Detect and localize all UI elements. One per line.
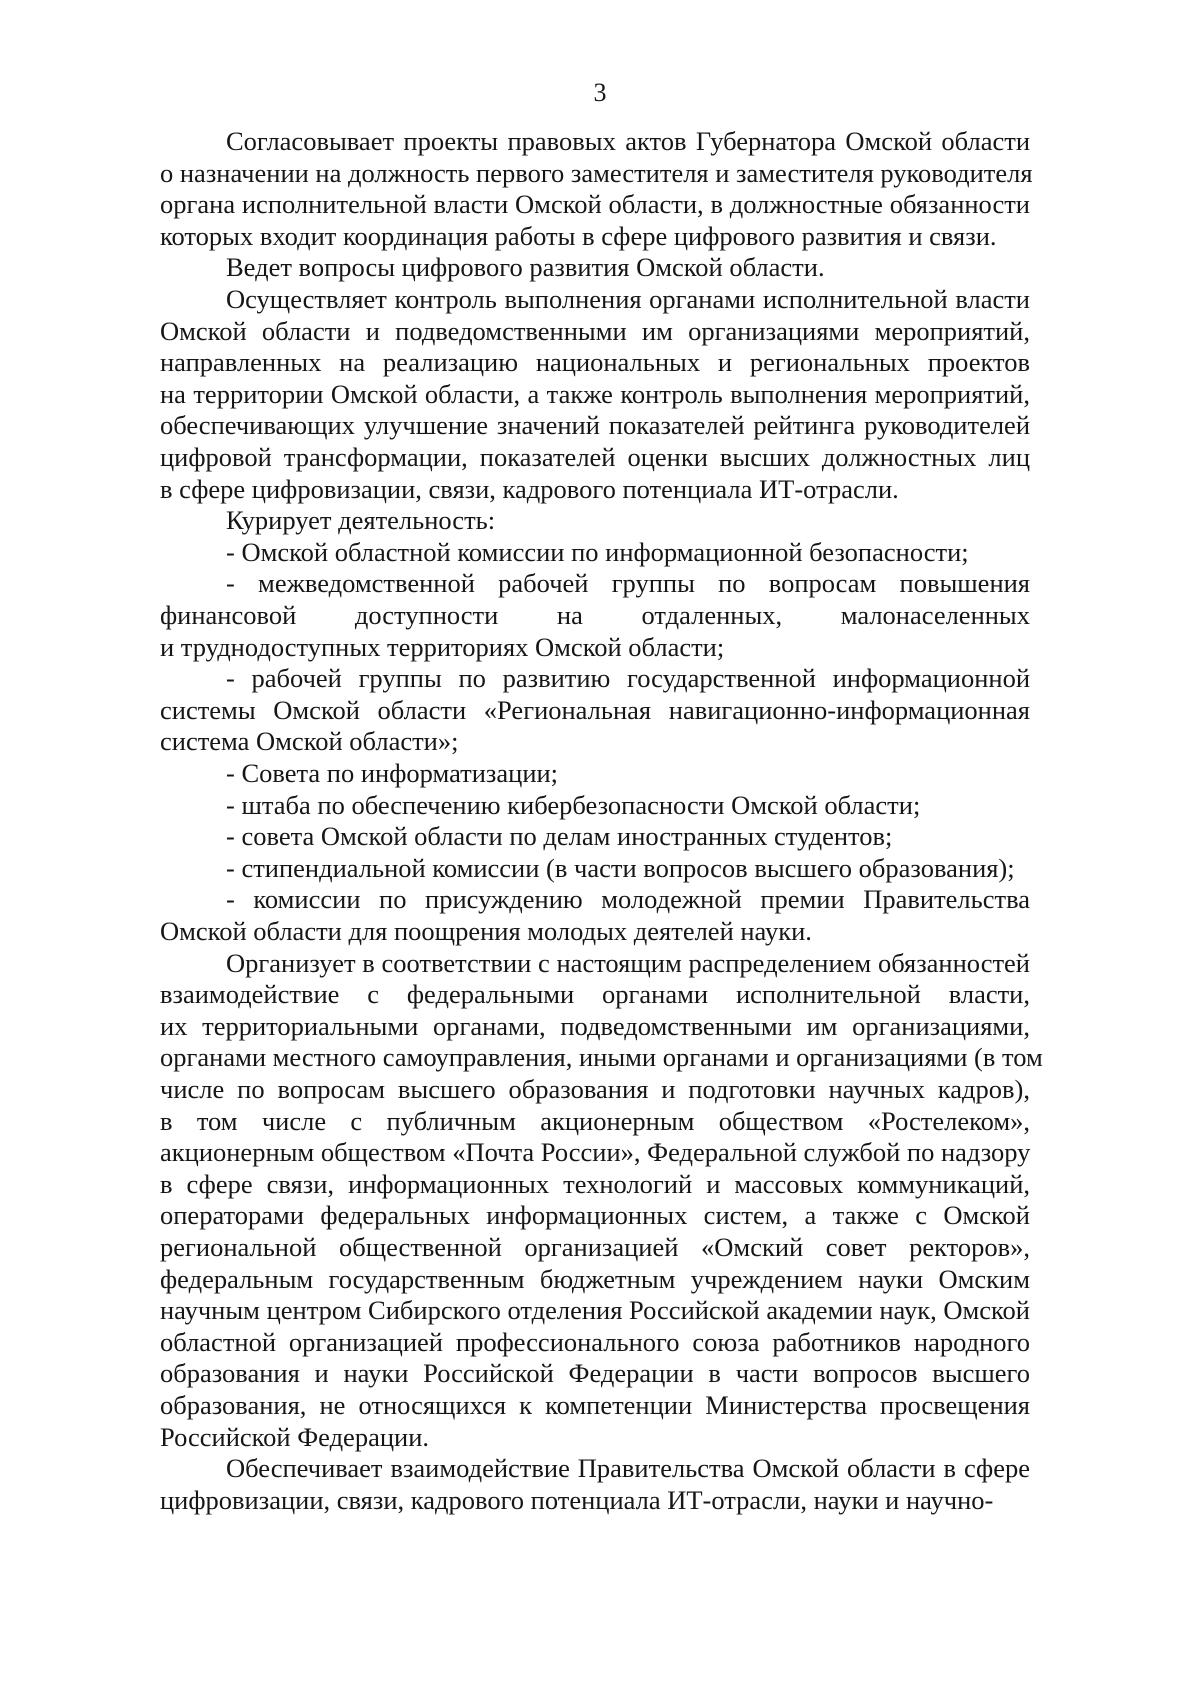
text-segment: общественной	[339, 1232, 502, 1262]
text-line	[0, 694, 1200, 727]
text-line	[0, 1231, 1200, 1264]
text-segment: - межведомственной рабочей группы по вопросам повышения	[226, 568, 1030, 599]
text-line	[0, 915, 1200, 948]
text-segment: Курирует деятельность:	[226, 505, 496, 536]
text-segment: на	[556, 600, 583, 630]
text-segment: органа исполнительной власти Омской области, в должностные обязанности	[160, 189, 1030, 220]
text-line	[0, 852, 1200, 885]
text-segment: числе по вопросам высшего образования и подготовки научных кадров),	[160, 1074, 1030, 1104]
text-line	[0, 1263, 1200, 1296]
text-line	[0, 1484, 1200, 1517]
text-segment: которых входит координация работы в сфере цифрового развития и связи.	[160, 220, 997, 251]
text-segment: числе	[261, 1105, 327, 1136]
text-segment: отдаленных,	[641, 600, 783, 630]
text-line	[0, 346, 1200, 379]
text-segment: Согласовывает проекты правовых актов Губернатора Омской области	[226, 126, 1030, 156]
text-segment: малонаселенных	[840, 600, 1030, 630]
text-line	[0, 725, 1200, 758]
text-line	[0, 315, 1200, 348]
text-segment: взаимодействие	[160, 979, 340, 1010]
text-segment: и труднодоступных территориях Омской области;	[160, 631, 725, 662]
text-segment: акционерным	[540, 1105, 695, 1136]
text-line	[0, 883, 1200, 916]
text-segment: о назначении на должность первого заместителя и заместителя руководителя	[160, 157, 1033, 188]
text-line	[0, 473, 1200, 506]
text-segment: Российской Федерации.	[160, 1421, 429, 1452]
text-segment: в сфере цифровизации, связи, кадрового потенциала ИТ-отрасли.	[160, 473, 899, 504]
text-segment: «Омский	[701, 1232, 804, 1262]
text-segment: обеспечивающих улучшение значений показателей рейтинга руководителей	[160, 410, 1030, 441]
text-line	[0, 409, 1200, 442]
text-segment: образования и науки Российской Федерации в части вопросов высшего	[160, 1358, 1030, 1389]
text-line	[0, 1105, 1200, 1138]
text-line	[0, 820, 1200, 853]
text-segment: органами	[602, 979, 709, 1010]
text-line	[0, 536, 1200, 569]
text-segment: образования, не относящихся к компетенции Министерства просвещения	[160, 1390, 1030, 1420]
text-line	[0, 1073, 1200, 1106]
text-line	[0, 978, 1200, 1011]
text-segment: направленных на реализацию национальных и региональных проектов	[160, 347, 1030, 378]
text-segment: ректоров»,	[909, 1232, 1030, 1262]
text-segment: цифровизации, связи, кадрового потенциала ИТ-отрасли, науки и научно-	[160, 1484, 994, 1515]
text-line	[0, 188, 1200, 221]
text-line	[0, 947, 1200, 980]
text-line	[0, 441, 1200, 474]
text-line	[0, 220, 1200, 253]
text-segment: система Омской области»;	[160, 726, 459, 757]
text-segment: операторами федеральных информационных систем, а также с Омской	[160, 1200, 1030, 1231]
text-segment: - совета Омской области по делам иностранных студентов;	[226, 821, 893, 852]
text-line	[0, 1199, 1200, 1232]
text-segment: - Совета по информатизации;	[226, 758, 559, 788]
text-segment: федеральными	[406, 979, 575, 1010]
text-segment: акционерным обществом «Почта России», Федеральной службой по надзору	[160, 1137, 1031, 1168]
text-segment: - Омской областной комиссии по информационной безопасности;	[226, 536, 969, 567]
text-segment: органами местного самоуправления, иными органами и организациями (в том	[160, 1042, 1043, 1073]
text-segment: их территориальными органами, подведомственными им организациями,	[160, 1010, 1030, 1041]
text-line	[0, 1010, 1200, 1043]
text-segment: Обеспечивает взаимодействие Правительства Омской области в сфере	[226, 1453, 1030, 1484]
text-line	[0, 1421, 1200, 1454]
text-line	[0, 1168, 1200, 1201]
text-line	[0, 125, 1200, 158]
text-segment: цифровой трансформации, показателей оценки высших должностных лиц	[160, 442, 1030, 472]
text-segment: - штаба по обеспечению кибербезопасности Омской области;	[226, 789, 921, 820]
text-line	[0, 378, 1200, 411]
text-line	[0, 757, 1200, 790]
text-segment: - комиссии по присуждению молодежной премии Правительства	[226, 884, 1030, 915]
text-line	[0, 789, 1200, 822]
text-segment: Осуществляет контроль выполнения органами исполнительной власти	[226, 284, 1030, 314]
text-line	[0, 1136, 1200, 1169]
text-line	[0, 283, 1200, 316]
text-segment: с	[350, 1105, 363, 1136]
text-segment: «Ростелеком»,	[867, 1105, 1030, 1136]
text-line	[0, 504, 1200, 537]
text-segment: в сфере связи, информационных технологий и массовых коммуникаций,	[160, 1168, 1030, 1199]
text-segment: - рабочей группы по развитию государственной информационной	[226, 663, 1030, 694]
text-segment: с	[367, 979, 380, 1010]
text-line	[0, 251, 1200, 284]
text-segment: доступности	[354, 600, 499, 630]
text-segment: публичным	[386, 1105, 516, 1136]
text-line	[0, 1294, 1200, 1327]
text-segment: системы Омской области «Региональная навигационно-информационная	[160, 694, 1030, 725]
text-segment: Омской области для поощрения молодых деятелей науки.	[160, 916, 812, 946]
text-segment: федеральным государственным бюджетным учреждением науки Омским	[160, 1263, 1030, 1294]
text-segment: областной организацией профессионального союза работников народного	[160, 1326, 1030, 1357]
text-line	[0, 1357, 1200, 1390]
text-line	[0, 662, 1200, 695]
text-segment: - стипендиальной комиссии (в части вопросов высшего образования);	[226, 852, 1015, 883]
text-line	[0, 1041, 1200, 1074]
text-segment: в	[160, 1105, 173, 1136]
text-segment: совет	[825, 1232, 887, 1262]
text-segment: обществом	[718, 1105, 844, 1136]
text-segment: том	[196, 1105, 238, 1136]
text-line	[0, 567, 1200, 600]
text-line	[0, 631, 1200, 664]
text-segment: Ведет вопросы цифрового развития Омской области.	[226, 252, 825, 283]
text-segment: власти,	[948, 979, 1030, 1010]
text-segment: на территории Омской области, а также контроль выполнения мероприятий,	[160, 378, 1030, 409]
text-segment: организацией	[524, 1232, 679, 1262]
text-line	[0, 599, 1200, 632]
text-segment: региональной	[160, 1232, 317, 1262]
text-line	[0, 1389, 1200, 1422]
text-segment: научным центром Сибирского отделения Российской академии наук, Омской	[160, 1295, 1030, 1326]
page-number: 3	[593, 78, 607, 107]
text-segment: финансовой	[160, 600, 297, 630]
text-line	[0, 157, 1200, 190]
text-segment: исполнительной	[735, 979, 921, 1010]
text-segment: Омской области и подведомственными им организациями мероприятий,	[160, 315, 1030, 346]
text-line	[0, 1326, 1200, 1359]
text-line	[0, 1452, 1200, 1485]
text-segment: Организует в соответствии с настоящим распределением обязанностей	[226, 947, 1030, 978]
